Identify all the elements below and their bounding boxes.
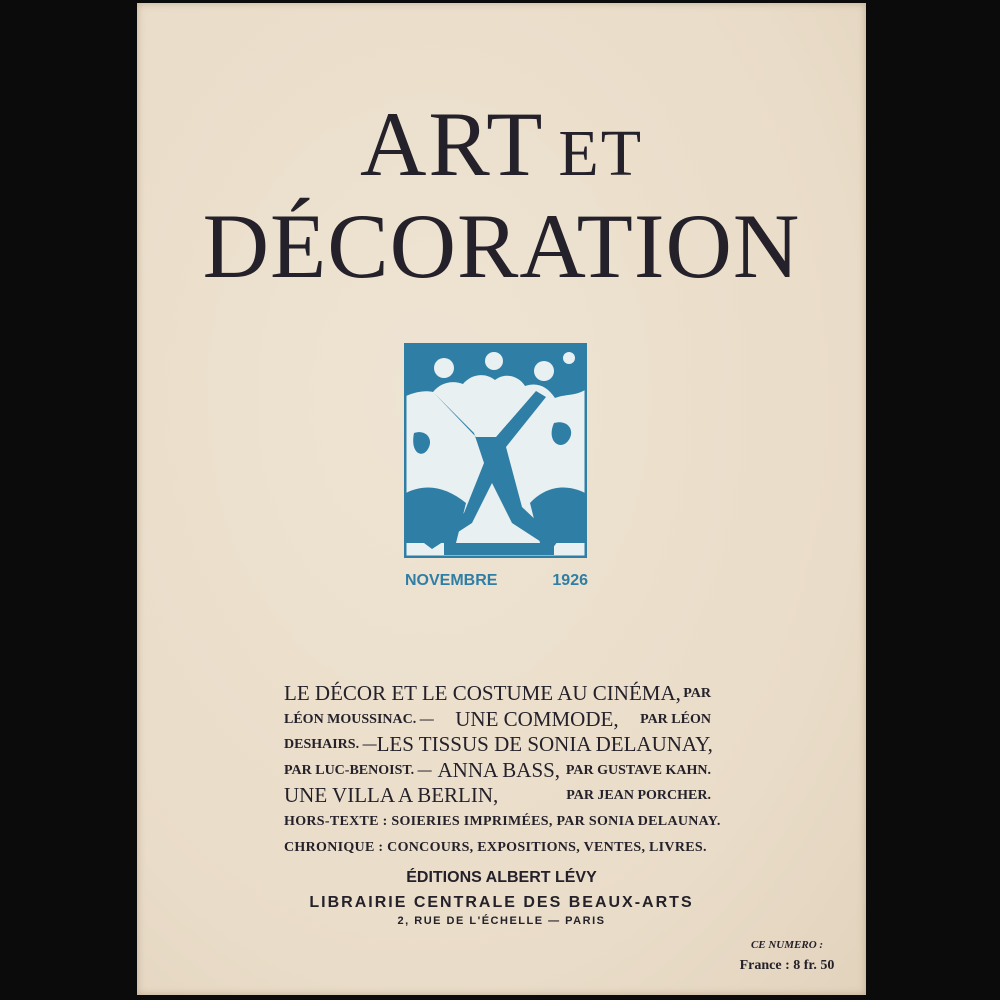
title-line-1 bbox=[137, 91, 866, 197]
title-line-2: DÉCORATION bbox=[202, 195, 801, 297]
price-value: France : 8 fr. 50 bbox=[739, 958, 835, 973]
toc-line bbox=[284, 783, 711, 809]
toc-segment: LE DÉCOR ET LE COSTUME AU CINÉMA, bbox=[284, 681, 681, 705]
toc-segment: LES TISSUS DE SONIA DELAUNAY, bbox=[376, 732, 713, 757]
toc-segment: DESHAIRS. — bbox=[284, 737, 377, 753]
toc-segment: LÉON MOUSSINAC. — bbox=[284, 711, 434, 727]
toc-line bbox=[284, 809, 721, 835]
publisher-name: ÉDITIONS ALBERT LÉVY bbox=[406, 869, 597, 886]
publisher-library: LIBRAIRIE CENTRALE DES BEAUX-ARTS bbox=[309, 894, 694, 911]
issue-year: 1926 bbox=[552, 572, 588, 589]
toc-segment: UNE VILLA A BERLIN, bbox=[284, 783, 499, 808]
woodcut-dancing-figures-icon bbox=[404, 343, 587, 558]
table-of-contents bbox=[284, 681, 721, 860]
title-et: ET bbox=[558, 117, 644, 190]
toc-segment: PAR GUSTAVE KAHN. bbox=[565, 762, 711, 778]
price-label: CE NUMERO : bbox=[750, 939, 824, 951]
toc-segment: PAR LÉON bbox=[640, 711, 711, 727]
issue-date bbox=[405, 572, 588, 590]
publisher-address: 2, RUE DE L'ÉCHELLE — PARIS bbox=[397, 915, 606, 927]
toc-line bbox=[284, 707, 711, 733]
toc-line bbox=[284, 681, 711, 707]
toc-segment: PAR bbox=[683, 686, 711, 701]
toc-line bbox=[284, 758, 711, 784]
toc-segment: CHRONIQUE : CONCOURS, EXPOSITIONS, VENTES, LIVRES. bbox=[284, 839, 707, 855]
toc-segment: HORS-TEXTE : SOIERIES IMPRIMÉES, PAR SONIA DELAUNAY. bbox=[284, 813, 721, 829]
title-art: ART bbox=[359, 93, 545, 195]
toc-line bbox=[284, 732, 711, 758]
toc-segment: PAR JEAN PORCHER. bbox=[566, 788, 711, 804]
toc-line bbox=[284, 835, 711, 861]
toc-segment: PAR LUC-BENOIST. — bbox=[284, 762, 432, 778]
issue-month: NOVEMBRE bbox=[405, 572, 498, 589]
toc-segment: UNE COMMODE, bbox=[455, 706, 619, 731]
toc-segment: ANNA BASS, bbox=[437, 757, 561, 782]
magazine-cover bbox=[137, 3, 866, 995]
